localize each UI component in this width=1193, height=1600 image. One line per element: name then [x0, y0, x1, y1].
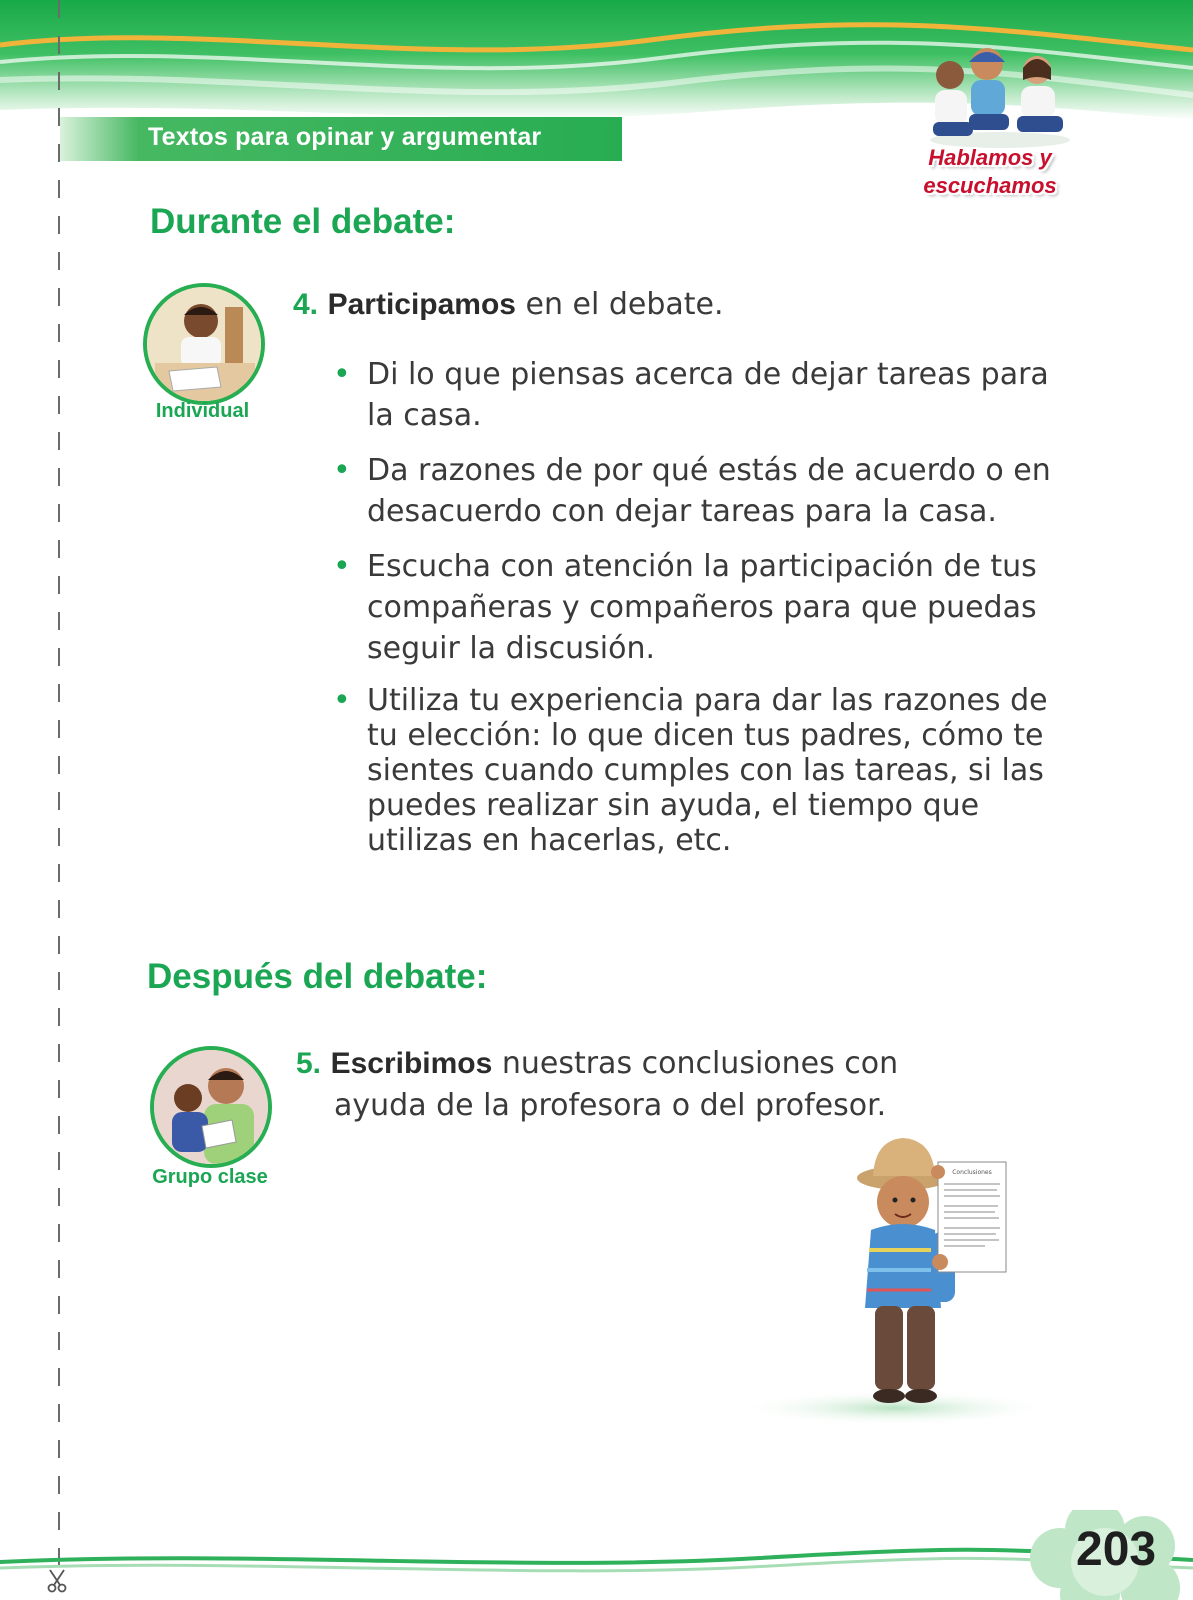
- mode-label-individual: Individual: [155, 400, 250, 422]
- bullet-icon: •: [333, 683, 351, 718]
- hablamos-escuchamos-badge: [905, 144, 1075, 200]
- heading-during-debate: Durante el debate:: [150, 202, 456, 241]
- step-5-text-line-1: nuestras conclusiones con: [492, 1046, 899, 1081]
- step-4-instruction: [293, 284, 724, 326]
- list-item: [333, 546, 1053, 669]
- paper-title: Conclusiones: [952, 1169, 992, 1176]
- bullet-text: Da razones de por qué estás de acuerdo o en desacuerdo con dejar tareas para la casa.: [367, 453, 1051, 529]
- bullet-text: Escucha con atención la participación de tus compañeras y compañeros para que puedas seguir la discusión.: [367, 549, 1037, 666]
- mode-label-group: Grupo clase: [152, 1166, 268, 1188]
- section-title: Textos para opinar y argumentar: [148, 123, 542, 151]
- boy-writing-icon: [147, 287, 261, 401]
- teacher-and-child-icon: [154, 1050, 268, 1164]
- footer-wave-band: [0, 1510, 1193, 1600]
- heading-after-debate: Después del debate:: [147, 957, 488, 996]
- bullet-text: Di lo que piensas acerca de dejar tareas para la casa.: [367, 357, 1049, 433]
- step-4-number: 4.: [293, 288, 319, 321]
- dashed-cut-line: [58, 0, 60, 1570]
- badge-line-2: escuchamos: [923, 173, 1057, 198]
- list-item: [333, 354, 1053, 436]
- bullet-text: Utiliza tu experiencia para dar las razones de tu elección: lo que dicen tus padres, cómo te sientes cuando cumples con las tareas, si las puedes realizar sin ayuda, el tiempo que utilizas en hacerlas, etc.: [367, 683, 1048, 858]
- individual-portrait: [143, 283, 265, 405]
- bullet-icon: •: [333, 357, 351, 392]
- children-talking-illustration: [925, 40, 1075, 150]
- section-title-banner: [60, 117, 622, 161]
- step-4-verb: Participamos: [327, 288, 516, 321]
- bullet-icon: •: [333, 549, 351, 584]
- step-4-text: en el debate.: [516, 287, 724, 322]
- group-portrait: [150, 1046, 272, 1168]
- debate-guidelines-list: [333, 354, 1053, 872]
- step-5-text-line-2: ayuda de la profesora o del profesor.: [334, 1088, 887, 1123]
- step-5-instruction: [296, 1043, 936, 1127]
- list-item: [333, 683, 1053, 858]
- step-5-verb: Escribimos: [330, 1047, 493, 1080]
- bullet-icon: •: [333, 453, 351, 488]
- page-number: 203: [1076, 1523, 1157, 1576]
- badge-line-1: Hablamos y: [928, 145, 1052, 170]
- list-item: [333, 450, 1053, 532]
- boy-holding-conclusions-illustration: [735, 1130, 1055, 1430]
- step-5-number: 5.: [296, 1047, 322, 1080]
